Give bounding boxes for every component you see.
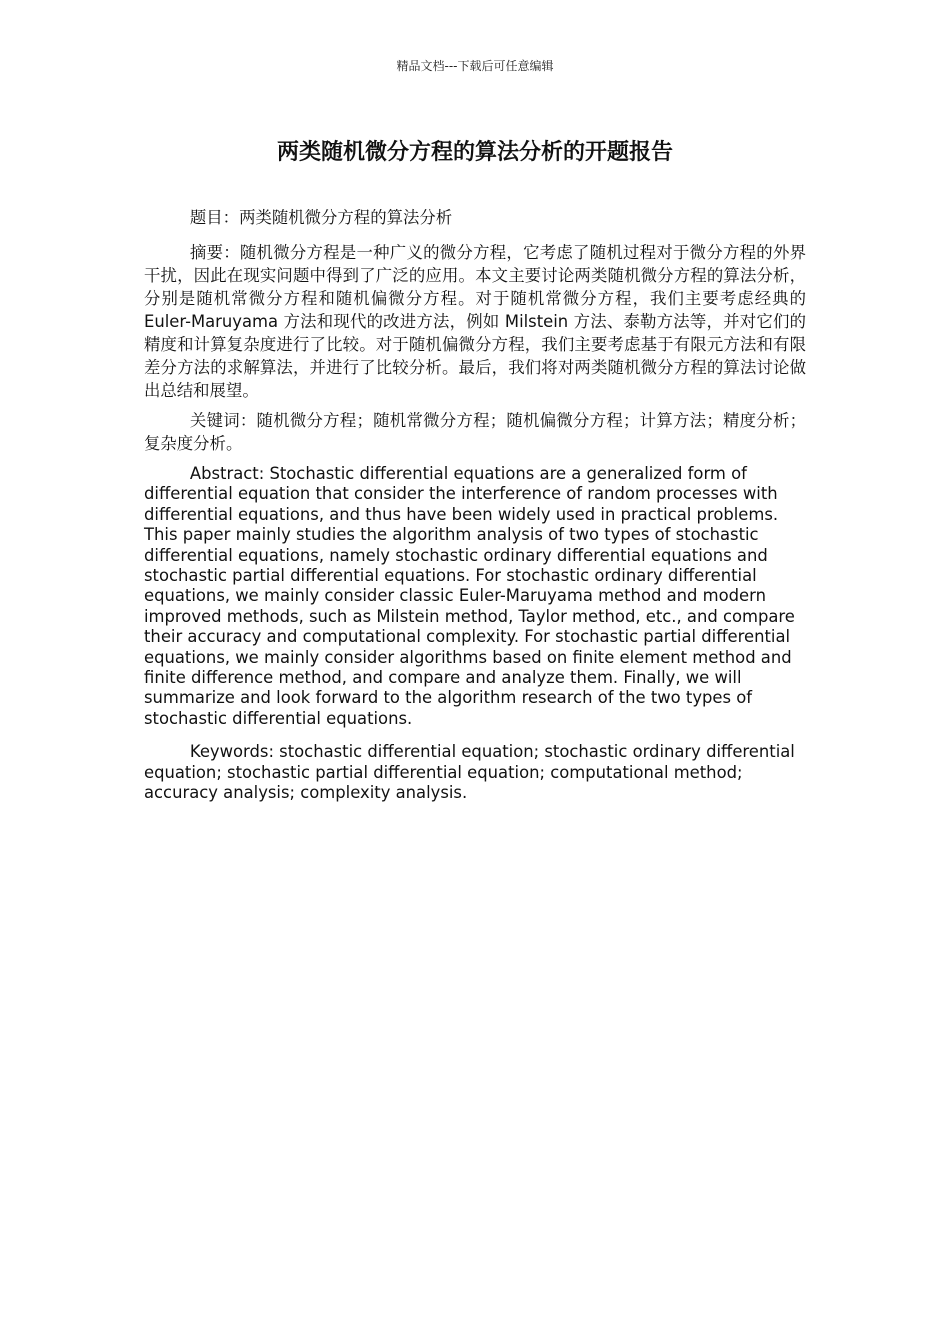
- document-body: [144, 206, 806, 817]
- document-title: 两类随机微分方程的算法分析的开题报告: [276, 140, 673, 165]
- abstract-chinese: 摘要：随机微分方程是一种广义的微分方程，它考虑了随机过程对于微分方程的外界干扰，因此在现实问题中得到了广泛的应用。本文主要讨论两类随机微分方程的算法分析，分别是随机常微分方程和随机偏微分方程。对于随机常微分方程，我们主要考虑经典的 Euler-Maruyama 方法和现代的改进方法，例如 Milstein 方法、泰勒方法等，并对它们的精度和计算复杂度进行了比较。对于随机偏微分方程，我们主要考虑基于有限元方法和有限差分方法的求解算法，并进行了比较分析。最后，我们将对两类随机微分方程的算法讨论做出总结和展望。: [144, 243, 806, 400]
- keywords-chinese: 关键词：随机微分方程；随机常微分方程；随机偏微分方程；计算方法；精度分析；复杂度分析。: [144, 411, 806, 453]
- header-note: 精品文档---下载后可任意编辑: [396, 59, 554, 73]
- abstract-english: Abstract: Stochastic differential equations are a generalized form of differential equation that consider the interference of random processes with differential equations, and thus have been widely used in practical problems. This paper mainly studies the algorithm analysis of two types of stochastic differential equations, namely stochastic ordinary differential equations and stochastic partial differential equations. For stochastic ordinary differential equations, we mainly consider classic Euler-Maruyama method and modern improved methods, such as Milstein method, Taylor method, etc., and compare their accuracy and computational complexity. For stochastic partial differential equations, we mainly consider algorithms based on finite element method and finite difference method, and compare and analyze them. Finally, we will summarize and look forward to the algorithm research of the two types of stochastic differential equations.: [144, 464, 795, 728]
- keywords-english: Keywords: stochastic differential equation; stochastic ordinary differential equation; stochastic partial differential equation; computational method; accuracy analysis; complexity analysis.: [144, 742, 795, 803]
- subject-line: 题目：两类随机微分方程的算法分析: [189, 208, 453, 227]
